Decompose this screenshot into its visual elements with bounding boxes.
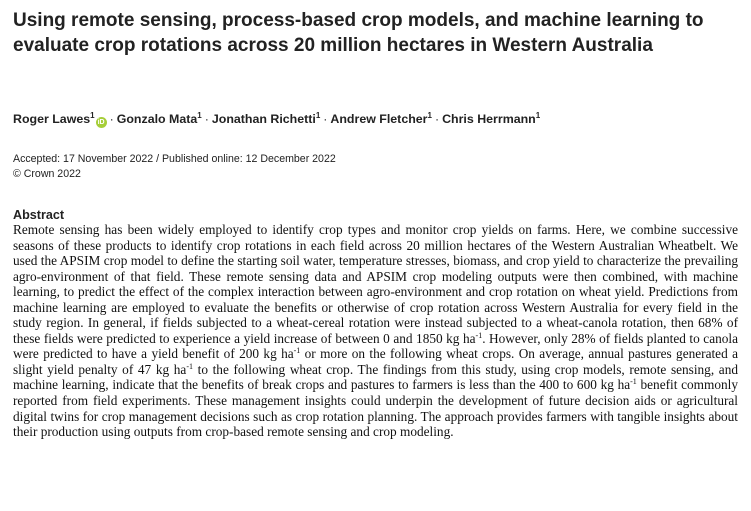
unit-superscript: -1 [293, 346, 301, 356]
publication-meta [13, 152, 613, 182]
abstract-body [13, 222, 738, 440]
author-list: Roger Lawes$^1$iD · Gonzalo Mata$^1$ · Jonathan Richetti$^1$ · Andrew Fletcher$^1$ · Chris Herrmann$^1$ [13, 111, 541, 126]
author-affiliation: 1 [90, 111, 95, 120]
abstract-paragraph [13, 222, 738, 440]
unit-superscript: -1 [630, 377, 637, 387]
author-affiliation: 1 [197, 111, 202, 120]
orcid-icon[interactable]: iD [97, 119, 105, 126]
author-name[interactable]: Gonzalo Mata [116, 112, 198, 126]
copyright-notice: © Crown 2022 [13, 168, 81, 180]
abstract-text: or more on the following wheat crops. On average, annual pastures generated a slight yield penalty of 47 kg ha [13, 346, 738, 377]
author-affiliation: 1 [535, 111, 541, 120]
article-title: Using remote sensing, process-based crop models, and machine learning to evaluate crop rotations across 20 million hectares in Western Australia [13, 10, 704, 56]
abstract-text: . However, only 28% of fields planted to canola were predicted to have a yield benefit of 200 kg ha [13, 330, 738, 362]
author-name[interactable]: Andrew Fletcher [330, 112, 428, 126]
author-name[interactable]: Roger Lawes [13, 112, 91, 126]
abstract-text: benefit commonly reported from field experiments. These management insights could underpin the development of future decision aids or agricultural digital twins for crop management decisions such as crop rotation planning. The approach provides farmers with tangible insights about their production using outputs from crop-based remote sensing and crop modeling. [13, 377, 738, 440]
unit-superscript: -1 [475, 330, 483, 340]
abstract-text: to the following wheat crop. The findings from this study, using crop models, remote sensing, and machine learning, indicate that the benefits of break crops and pastures to farmers is less than the 400 to 600 kg ha [13, 361, 738, 393]
unit-superscript: -1 [186, 361, 193, 371]
abstract-heading: Abstract [13, 208, 65, 222]
author-affiliation: 1 [315, 111, 321, 120]
publication-dates: Accepted: 17 November 2022 / Published online: 12 December 2022 [13, 153, 336, 165]
author-name[interactable]: Chris Herrmann [442, 112, 536, 126]
author-name[interactable]: Jonathan Richetti [211, 112, 316, 126]
abstract-text: Remote sensing has been widely employed to identify crop types and monitor crop yields on farms. Here, we combine successive seasons of these products to identify crop rotations in each field across 20 million hectares of the Western Australian Wheatbelt. We used the APSIM crop model to define the starting soil water, temperature stresses, biomass, and crop yield to characterize the prevailing agro-environment of that field. These remote sensing data and APSIM crop modeling outputs were then combined, with machine learning, to predict the effect of the complex interaction between agro-environment and crop rotation on wheat yield. Predictions from machine learning are employed to evaluate the benefits or otherwise of crop rotation across Western Australia for every field in the study region. In general, if fields subjected to a wheat-cereal rotation were instead subjected to a wheat-canola rotation, then 68% of these fields were predicted to experience a yield increase of between 0 and 1850 kg ha [13, 222, 738, 346]
author-affiliation: 1 [427, 111, 432, 120]
